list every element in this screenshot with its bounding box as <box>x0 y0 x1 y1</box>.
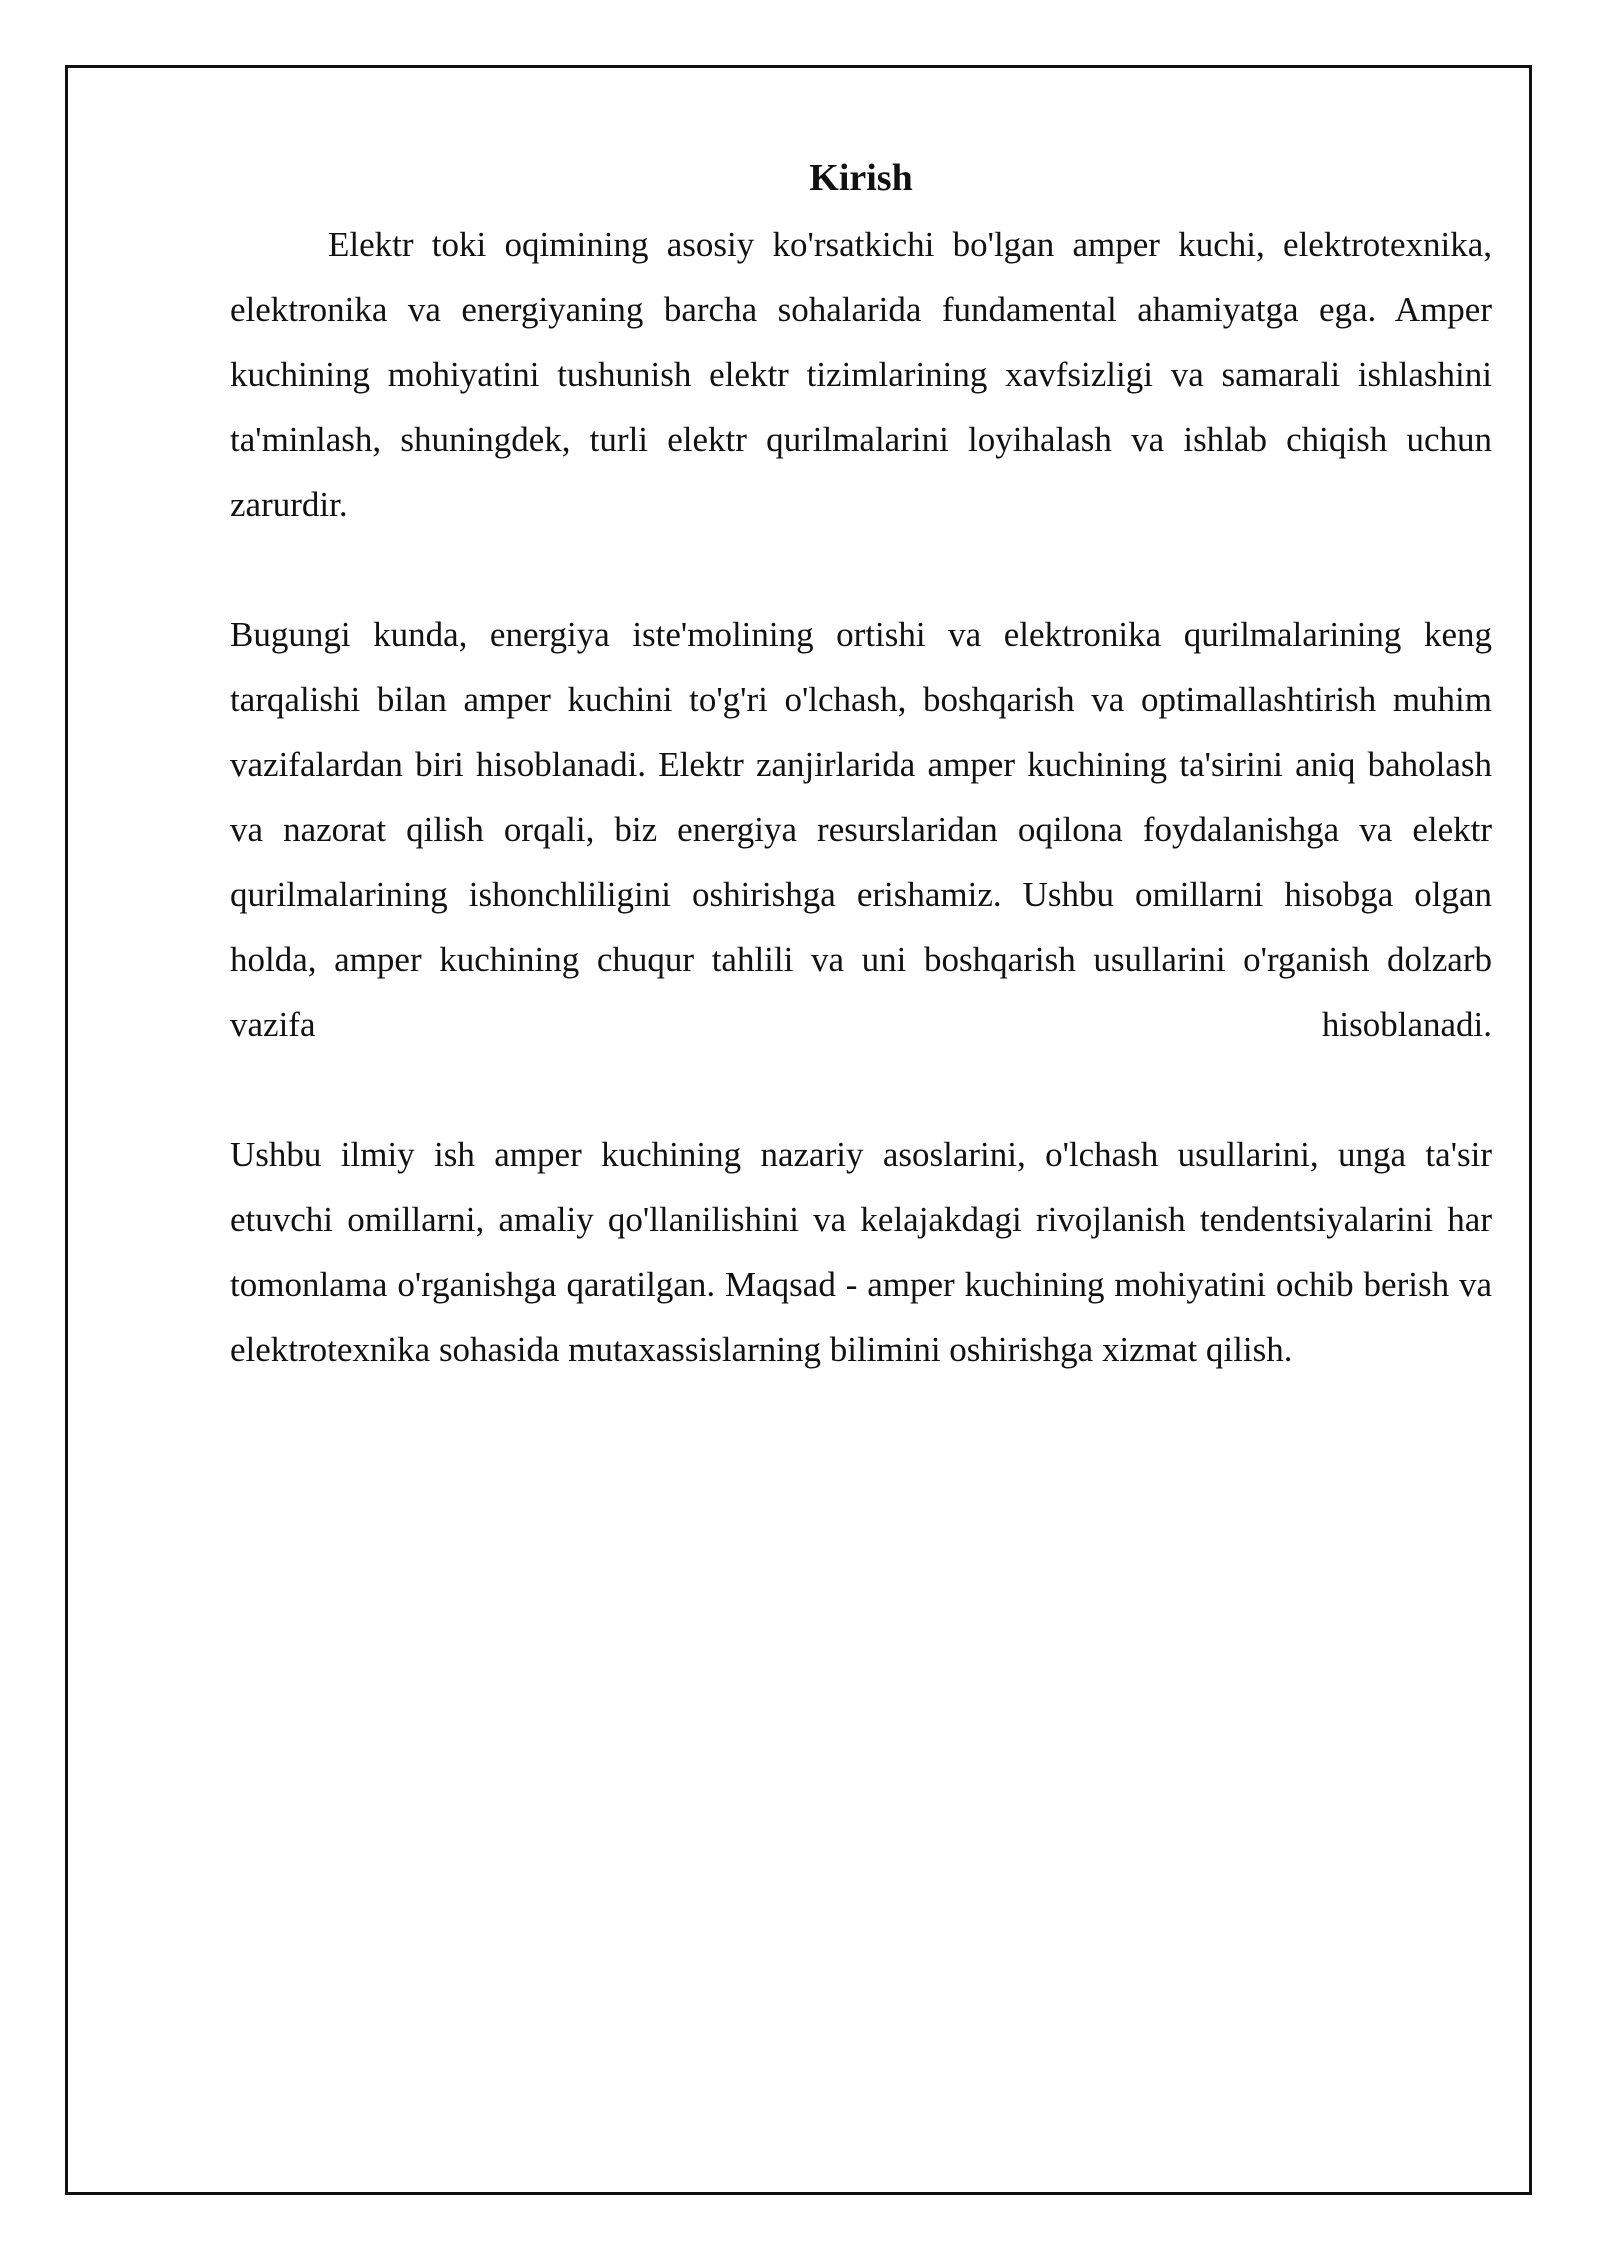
document-title: Kirish <box>809 157 913 199</box>
paragraph-intro: Elektr toki oqimining asosiy ko'rsatkichi bo'lgan amper kuchi, elektrotexnika, elektronika va energiyaning barcha sohalarida fundamental ahamiyatga ega. Amper kuchining mohiyatini tushunish elektr tizimlarining xavfsizligi va samarali ishlashini ta'minlash, shuningdek, turli elektr qurilmalarini loyihalash va ishlab chiqish uchun zarurdir. <box>230 225 1492 524</box>
paragraph-relevance: Bugungi kunda, energiya iste'molining ortishi va elektronika qurilmalarining keng tarqalishi bilan amper kuchini to'g'ri o'lchash, boshqarish va optimallashtirish muhim vazifalardan biri hisoblanadi. Elektr zanjirlarida amper kuchining ta'sirini aniq baholash va nazorat qilish orqali, biz energiya resurslaridan oqilona foydalanishga va elektr qurilmalarining ishonchliligini oshirishga erishamiz. Ushbu omillarni hisobga olgan holda, amper kuchining chuqur tahlili va uni boshqarish usullarini o'rganish dolzarb vazifa hisoblanadi. <box>230 615 1492 1044</box>
document-body <box>230 150 1492 1382</box>
paragraph-goal: Ushbu ilmiy ish amper kuchining nazariy asoslarini, o'lchash usullarini, unga ta'sir etuvchi omillarni, amaliy qo'llanilishini va kelajakdagi rivojlanish tendentsiyalarini har tomonlama o'rganishga qaratilgan. Maqsad - amper kuchining mohiyatini ochib berish va elektrotexnika sohasida mutaxassislarning bilimini oshirishga xizmat qilish. <box>230 1135 1492 1369</box>
